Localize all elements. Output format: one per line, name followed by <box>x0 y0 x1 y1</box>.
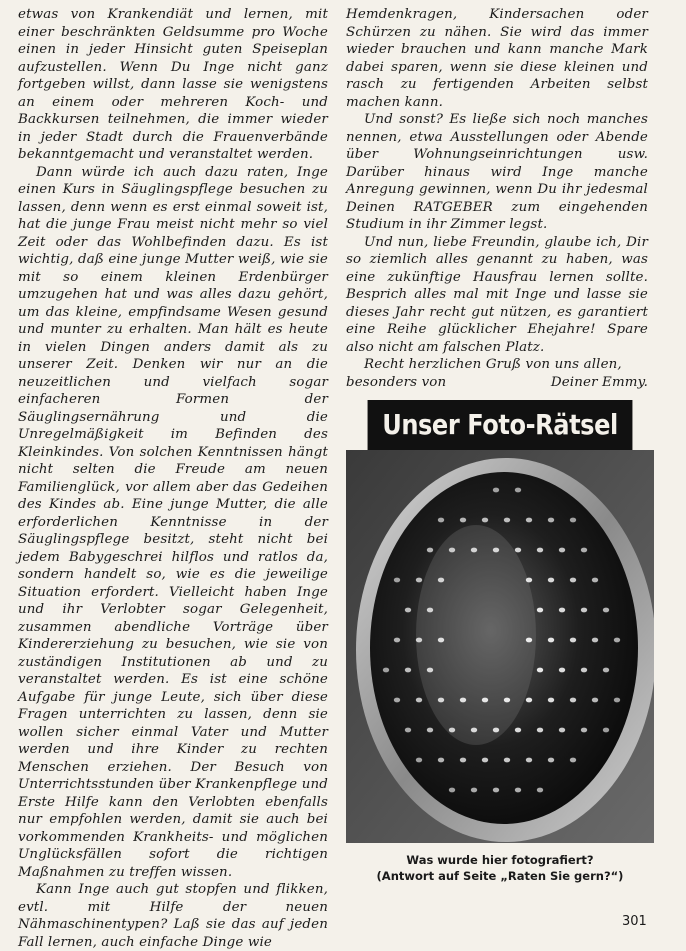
colander-hole <box>449 728 455 733</box>
colander-hole <box>405 728 411 733</box>
caption-answer-hint: (Antwort auf Seite „Raten Sie gern?“) <box>376 869 624 883</box>
colander-hole <box>581 548 587 553</box>
colander-hole <box>416 758 422 763</box>
colander-hole <box>515 488 521 493</box>
page-number: 301 <box>622 914 647 929</box>
colander-hole <box>537 728 543 733</box>
photo-puzzle-box <box>346 400 654 890</box>
colander-hole <box>570 698 576 703</box>
signature: Deiner Emmy. <box>550 374 648 390</box>
paragraph: Und nun, liebe Freundin, glaube ich, Dir so ziemlich alles genannt zu haben, was eine zukünftige Hausfrau lernen sollte. Bespriсh alles mal mit Inge und lasse sie dieses Jahr recht gut nützen, es garantiert eine Reihe glücklicher Ehejahre! Spare also nicht am falschen Platz. <box>346 234 648 355</box>
colander-hole <box>592 638 598 643</box>
colander-hole <box>570 758 576 763</box>
colander-hole <box>548 698 554 703</box>
colander-hole <box>592 698 598 703</box>
paragraph: Und sonst? Es ließe sich noch manches nennen, etwa Ausstellungen oder Abende über Wohnungseinrichtungen usw. Darüber hinaus wird Inge manche Anregung gewinnen, wenn Du ihr jedesmal Deinen RATGEBER zum eingehenden Studium in ihr Zimmer legst. <box>346 112 648 232</box>
colander-hole <box>471 788 477 793</box>
colander-hole <box>581 728 587 733</box>
article-column-left <box>18 6 328 951</box>
colander-hole <box>570 638 576 643</box>
colander-hole <box>504 518 510 523</box>
closing-text: besonders von <box>346 374 447 390</box>
colander-hole <box>427 608 433 613</box>
colander-hole <box>548 638 554 643</box>
colander-hole <box>592 578 598 583</box>
colander-hole <box>471 548 477 553</box>
colander-hole <box>581 608 587 613</box>
colander-hole <box>394 698 400 703</box>
colander-hole <box>405 668 411 673</box>
puzzle-photo <box>346 450 654 843</box>
colander-hole <box>559 728 565 733</box>
colander-hole <box>416 578 422 583</box>
colander-hole <box>504 758 510 763</box>
paragraph: Kann Inge auch gut stopfen und flikken, evtl. mit Hilfe der neuen Nähmaschinentypen? Laß sie das auf jeden Fall lernen, auch einfache Dinge wie <box>18 882 328 950</box>
colander-hole <box>515 788 521 793</box>
colander-hole <box>482 518 488 523</box>
colander-hole <box>427 548 433 553</box>
colander-hole <box>537 788 543 793</box>
paragraph: Dann würde ich auch dazu raten, Inge einen Kurs in Säuglingspflege besuchen zu lassen, denn wenn es erst einmal soweit ist, hat die junge Frau meist nicht mehr so viel Zeit oder das Wohlbefinden dazu. Es ist wichtig, daß eine junge Mutter weiß, wie sie mit so einem kleinen Erdenbürger umzugehen hat und was alles dazu gehört, um das kleine, empfindsame Wesen gesund und munter zu erhalten. Man hält es heute in vielen Dingen anders damit als zu unserer Zeit. Denken wir nur an die neuzeitlichen und vielfach sogar einfacheren Formen der Säuglingsernährung und die Unregelmäßigkeit im Befinden des Kleinkindes. Von solchen Kenntnissen hängt nicht selten die Freude am neuen Familienglück, vor allem aber das Gedeihen des Kindes ab. Eine junge Mutter, die alle erforderlichen Kenntnisse in der Säuglingspflege besitzt, steht nicht bei jedem Babygeschrei hilflos und ratlos da, sondern handelt so, wie es die jeweilige Situation erfordert. Vielleicht haben Inge und ihr Verlobter sogar Gelegenheit, zusammen abendliche Vorträge über Kindererziehung zu besuchen, wie sie von zuständigen Institutionen ab und zu veranstaltet werden. Es ist eine schöne Aufgabe für junge Leute, sich über diese Fragen unterrichten zu lassen, denn sie wollen sicher einmal Vater und Mutter werden und ihre Kinder zu rechten Menschen erziehen. Der Besuch von Unterrichtsstunden über Krankenpflege und Erste Hilfe kann den Verlobten ebenfalls nur empfohlen werden, damit sie auch bei vorkommenden Krankheits- und möglichen Unglücksfällen sofort die richtigen Maßnahmen zu treffen wissen. <box>18 164 328 880</box>
colander-hole <box>526 758 532 763</box>
colander-hole <box>603 728 609 733</box>
colander-hole <box>460 518 466 523</box>
photo-caption <box>346 852 654 884</box>
colander-hole <box>482 698 488 703</box>
colander-hole <box>460 758 466 763</box>
colander-hole <box>526 698 532 703</box>
colander-hole <box>449 548 455 553</box>
colander-hole <box>559 668 565 673</box>
closing-line <box>346 374 648 392</box>
colander-hole <box>427 728 433 733</box>
colander-hole <box>438 758 444 763</box>
colander-hole <box>515 548 521 553</box>
colander-hole <box>537 548 543 553</box>
colander-hole <box>603 668 609 673</box>
paragraph: Hemdenkragen, Kindersachen oder Schürzen zu nähen. Sie wird das immer wieder brauchen und kann manche Mark dabei sparen, wenn sie diese kleinen und rasch zu fertigenden Arbeiten selbst machen kann. <box>346 7 648 110</box>
paragraph: etwas von Krankendiät und lernen, mit einer beschränkten Geldsumme pro Woche einen in jeder Hinsicht guten Speiseplan aufzustellen. Wenn Du Inge nicht ganz fortgeben willst, dann lasse sie wenigstens an einem oder mehreren Koch- und Backkursen teilnehmen, die immer wieder in jeder Stadt durch die Frauenverbände bekanntgemacht und veranstaltet werden. <box>18 7 328 162</box>
caption-question: Was wurde hier fotografiert? <box>406 853 594 867</box>
colander-hole <box>449 788 455 793</box>
colander-hole <box>460 698 466 703</box>
colander-hole <box>405 608 411 613</box>
colander-hole <box>493 788 499 793</box>
colander-hole <box>394 578 400 583</box>
colander-hole <box>537 668 543 673</box>
colander-hole <box>548 578 554 583</box>
colander-hole <box>493 728 499 733</box>
colander-hole <box>438 518 444 523</box>
colander-hole <box>581 668 587 673</box>
colander-hole <box>614 698 620 703</box>
colander-hole <box>526 638 532 643</box>
photo-puzzle-header: Unser Foto-Rätsel <box>368 400 633 450</box>
colander-hole <box>493 548 499 553</box>
colander-hole <box>383 668 389 673</box>
colander-hole <box>416 638 422 643</box>
colander-photo-illustration <box>346 450 654 843</box>
article-column-right <box>346 6 648 391</box>
paragraph: Recht herzlichen Gruß von uns allen, <box>364 357 622 372</box>
colander-hole <box>438 638 444 643</box>
colander-hole <box>537 608 543 613</box>
colander-hole <box>482 758 488 763</box>
colander-hole <box>570 518 576 523</box>
colander-hole <box>427 668 433 673</box>
colander-hole <box>438 578 444 583</box>
colander-hole <box>515 728 521 733</box>
colander-hole <box>559 548 565 553</box>
colander-hole <box>438 698 444 703</box>
colander-hole <box>471 728 477 733</box>
colander-hole <box>548 758 554 763</box>
colander-hole <box>526 518 532 523</box>
colander-hole <box>504 698 510 703</box>
colander-hole <box>493 488 499 493</box>
colander-hole <box>559 608 565 613</box>
colander-hole <box>548 518 554 523</box>
colander-hole <box>603 608 609 613</box>
colander-hole <box>614 638 620 643</box>
colander-hole <box>570 578 576 583</box>
colander-hole <box>394 638 400 643</box>
colander-hole <box>526 578 532 583</box>
colander-hole <box>416 698 422 703</box>
